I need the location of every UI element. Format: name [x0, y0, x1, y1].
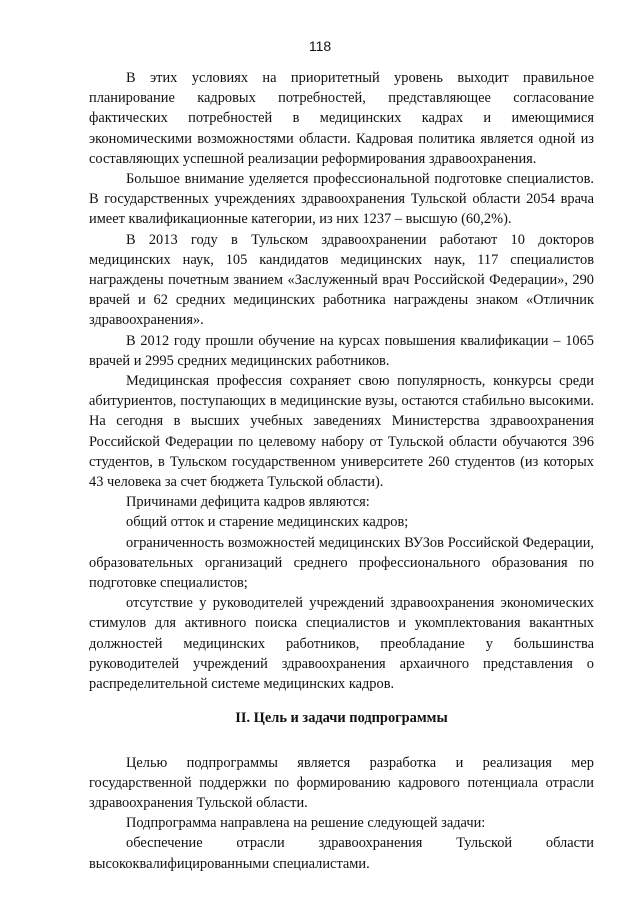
paragraph-deficit-item-1: общий отток и старение медицинских кадров; [126, 514, 409, 531]
paragraph-task-intro: Подпрограмма направлена на решение следующей задачи: [126, 815, 486, 832]
paragraph-goal: Целью подпрограммы является разработка и реализация мер государственной поддержки по формированию кадрового потенциала отрасли здравоохранения Тульской области. [89, 754, 594, 811]
paragraph-awards: В 2013 году в Тульском здравоохранении работают 10 докторов медицинских наук, 105 кандидатов медицинских наук, 117 специалистов награждены почетным званием «Заслуженный врач Российской Федерации», 290 врачей и 62 средних медицинских работника награждены знаком «Отличник здравоохранения». [89, 231, 594, 329]
paragraph-courses: В 2012 году прошли обучение на курсах повышения квалификации – 1065 врачей и 2995 средних медицинских работников. [89, 332, 594, 369]
paragraph-planning: В этих условиях на приоритетный уровень выходит правильное планирование кадровых потребностей, представляющее согласование фактических потребностей в медицинских кадрах и имеющимися экономическими возможностями области. Кадровая политика является одной из составляющих успешной реализации реформирования здравоохранения. [89, 70, 594, 167]
document-body [89, 68, 594, 874]
paragraph-students: Медицинская профессия сохраняет свою популярность, конкурсы среди абитуриентов, поступающих в медицинские вузы, остаются стабильно высокими. На сегодня в высших учебных заведениях Министерства здравоохранения Российской Федерации по целевому набору от Тульской области обучаются 396 студентов, в Тульском государственном университете 260 студентов (из которых 43 человека за счет бюджета Тульской области). [89, 373, 594, 491]
page-number: 118 [308, 38, 332, 54]
section-heading: II. Цель и задачи подпрограммы [235, 710, 448, 727]
paragraph-deficit-intro: Причинами дефицита кадров являются: [126, 494, 370, 511]
paragraph-training: Большое внимание уделяется профессиональной подготовке специалистов. В государственных учреждениях здравоохранения Тульской области 2054 врача имеет квалификационные категории, из них 1237 – высшую (60,2%). [89, 171, 594, 228]
paragraph-deficit-item-3: отсутствие у руководителей учреждений здравоохранения экономических стимулов для активного поиска специалистов и укомплектования вакантных должностей медицинских работников, преобладание у большинства руководителей учреждений здравоохранения архаичного представления о распределительной системе медицинских кадров. [89, 595, 594, 693]
paragraph-task-item: обеспечение отрасли здравоохранения Тульской области высококвалифицированными специалистами. [89, 835, 594, 872]
paragraph-deficit-item-2: ограниченность возможностей медицинских ВУЗов Российской Федерации, образовательных организаций среднего профессионального образования по подготовке специалистов; [89, 534, 594, 592]
